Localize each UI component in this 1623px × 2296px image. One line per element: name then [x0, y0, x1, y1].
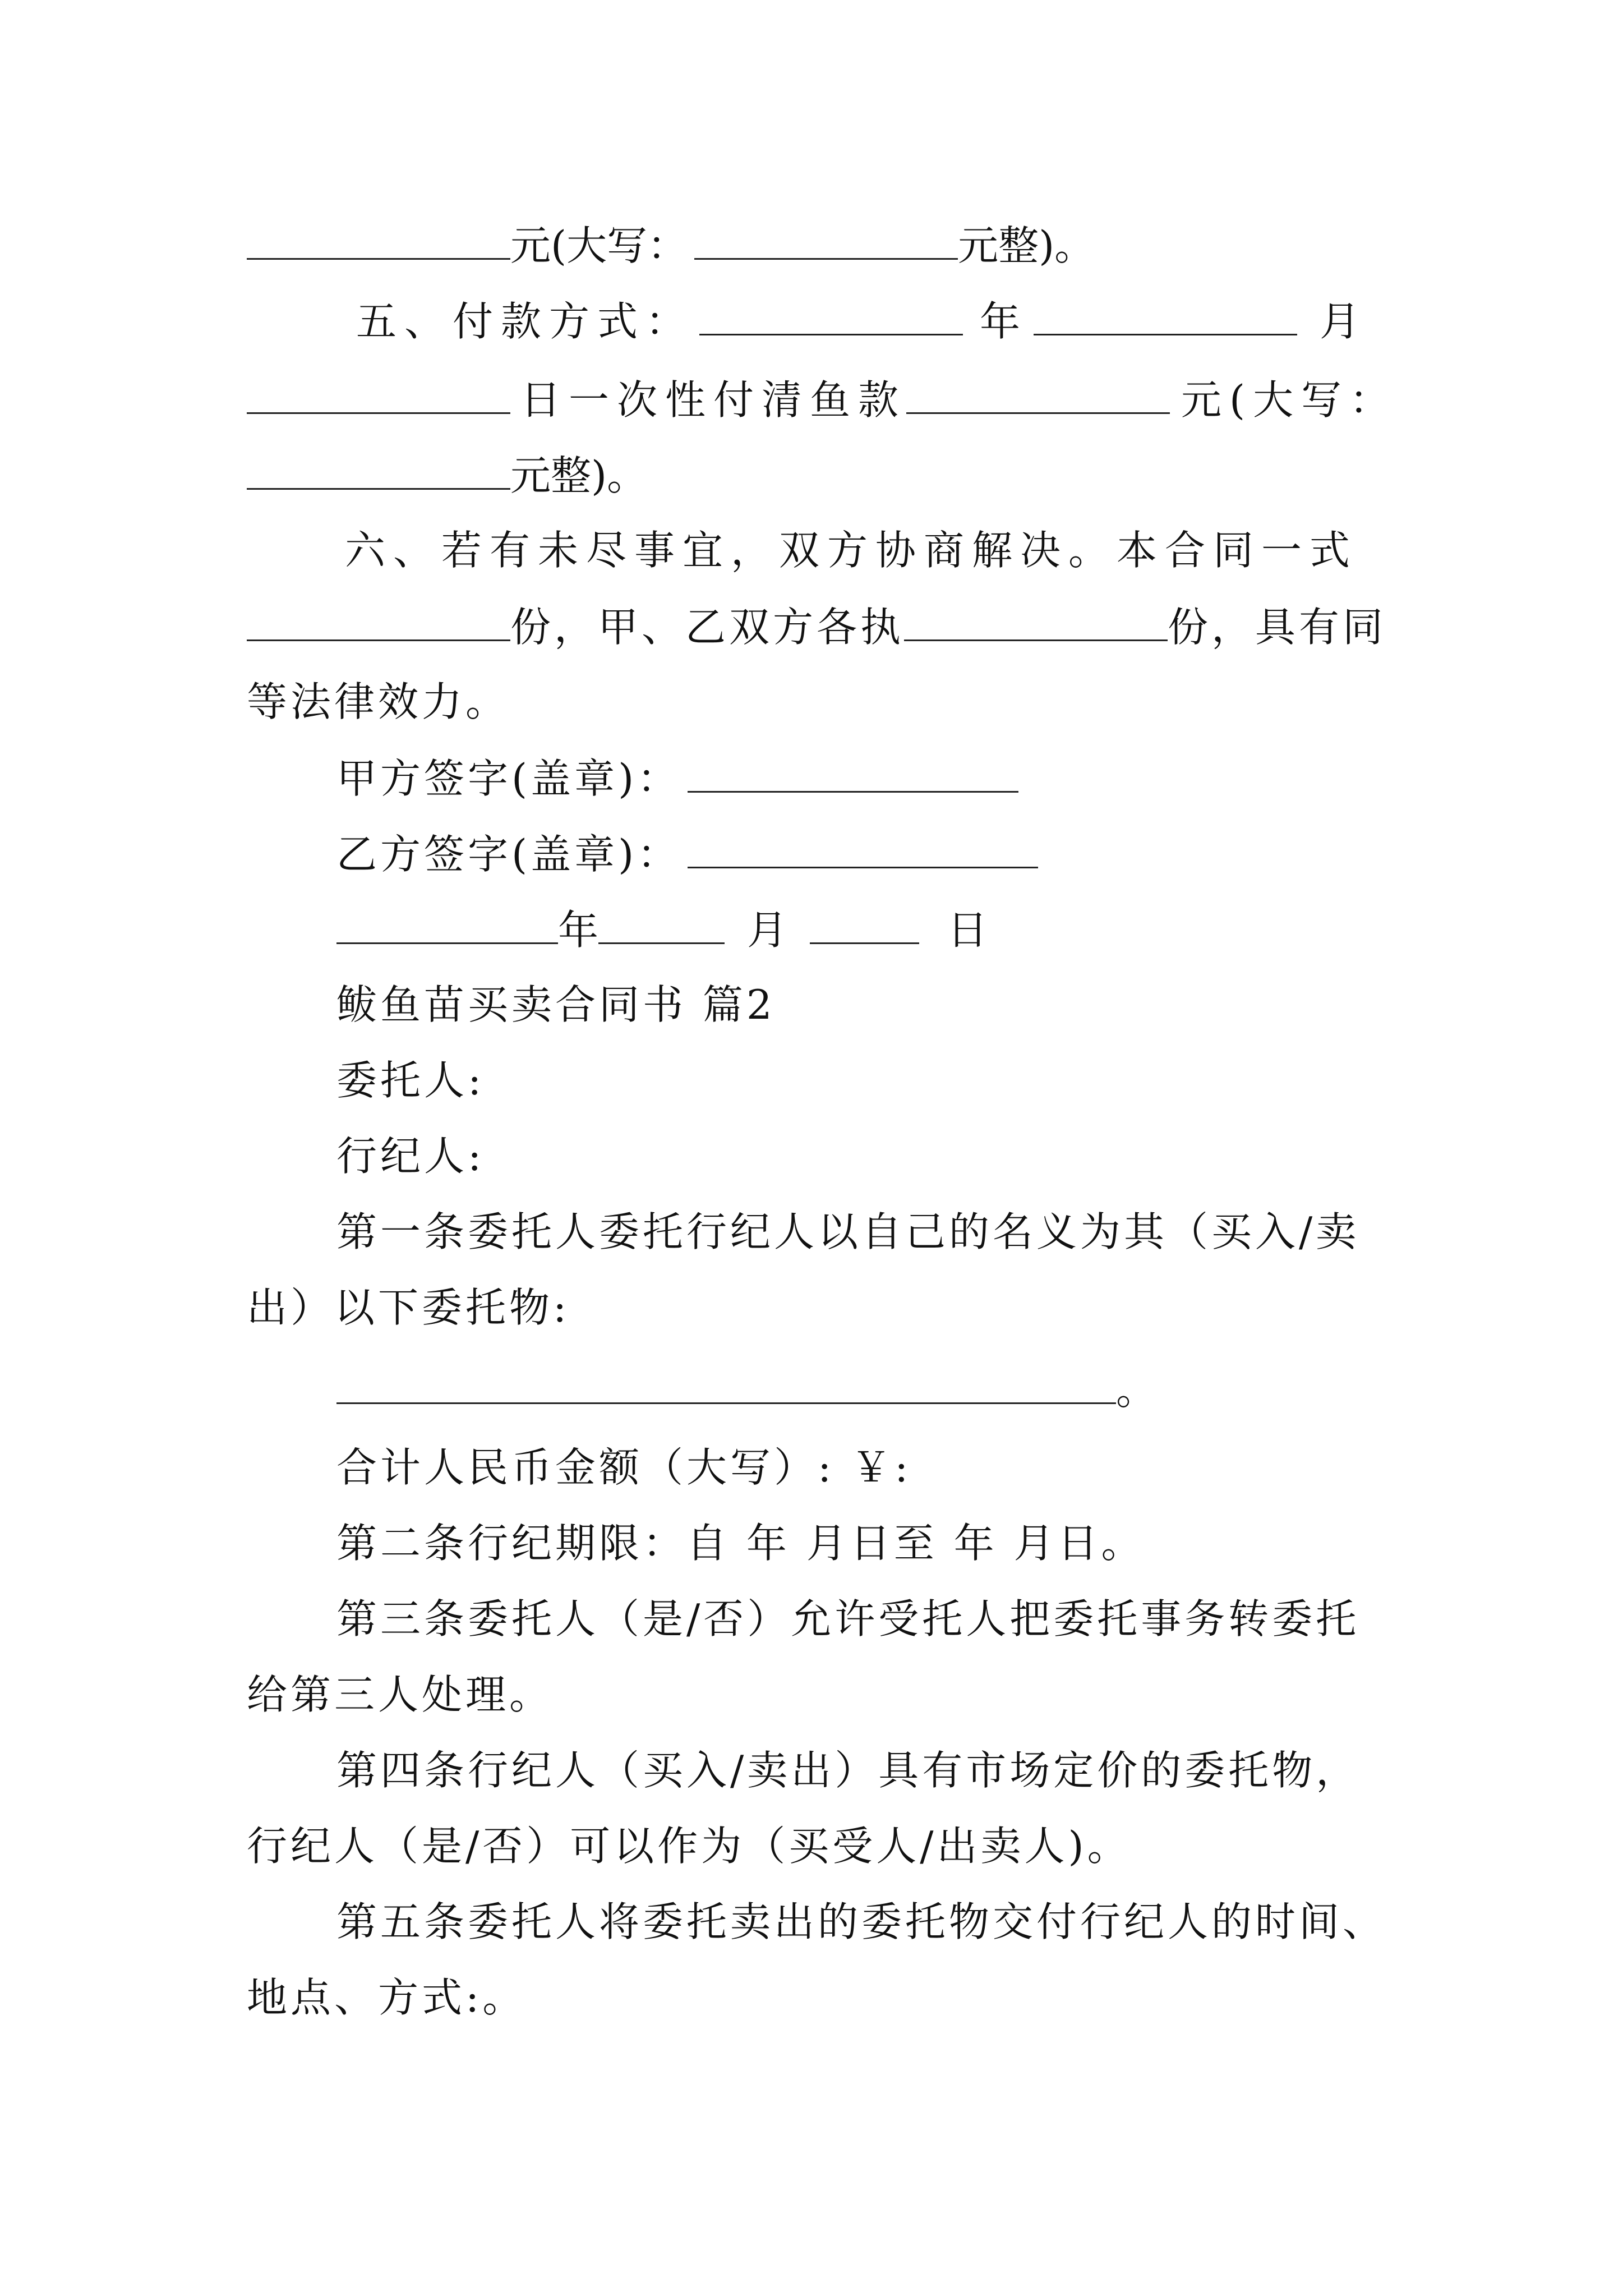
signature-field[interactable] [688, 833, 1038, 868]
broker-label [336, 1133, 485, 1180]
blank-field[interactable] [1034, 300, 1297, 335]
text: 元整)。 [510, 452, 648, 499]
principal-label [336, 1057, 485, 1104]
text: 日 [947, 907, 988, 954]
article-text: 第四条行纪人（买入/卖出）具有市场定价的委托物， [336, 1747, 1360, 1794]
article-text: 出）以下委托物: [247, 1284, 570, 1331]
article-text: 第三条委托人（是/否）允许受托人把委托事务转委托 [336, 1595, 1360, 1642]
line-amount-upper [247, 452, 648, 499]
text: 年 [558, 907, 599, 954]
blank-field[interactable] [904, 606, 1168, 641]
entrusted-item-line [336, 1366, 1157, 1414]
article-4 [336, 1747, 1360, 1794]
article-3-cont [247, 1671, 554, 1718]
clause-text: 六、若有未尽事宜，双方协商解决。本合同一式 [345, 527, 1358, 574]
text: 日一次性付清鱼款 [520, 376, 907, 424]
party-b-signature [336, 831, 1038, 878]
blank-field[interactable] [247, 379, 510, 414]
total-amount [336, 1444, 912, 1491]
line-copies [247, 604, 1387, 651]
line-payment-amount [247, 222, 1095, 269]
text: 等法律效力。 [247, 678, 510, 725]
blank-field[interactable] [247, 606, 510, 641]
article-5-cont [247, 1974, 527, 2021]
blank-field[interactable] [336, 909, 558, 944]
section-title [336, 981, 776, 1028]
section-heading: 鲅鱼苗买卖合同书 篇2 [336, 981, 776, 1028]
signature-field[interactable] [688, 757, 1018, 793]
text: 月 [1320, 298, 1368, 345]
text: 元整)。 [958, 222, 1095, 269]
blank-field[interactable] [336, 1369, 1116, 1404]
text: 合计人民币金额（大写）: ￥: [336, 1444, 912, 1491]
party-a-signature [336, 755, 1018, 802]
article-text: 给第三人处理。 [247, 1671, 554, 1718]
article-text: 第一条委托人委托行纪人以自己的名义为其（买入/卖 [336, 1208, 1360, 1255]
article-5 [336, 1898, 1387, 1945]
blank-field[interactable] [906, 379, 1170, 414]
line-payment-date [247, 376, 1398, 424]
line-legal-effect [247, 678, 510, 725]
article-1 [336, 1208, 1360, 1255]
signing-date [336, 907, 988, 954]
text: 委托人: [336, 1057, 485, 1104]
blank-field[interactable] [247, 454, 510, 490]
article-text: 第二条行纪期限：自 年 月日至 年 月日。 [336, 1520, 1145, 1567]
signature-label: 甲方签字(盖章)： [336, 755, 681, 802]
text: 元(大写： [1181, 376, 1398, 424]
text: 份，甲、乙双方各执 [510, 604, 905, 651]
text: 。 [1116, 1366, 1157, 1414]
blank-field[interactable] [810, 909, 919, 944]
article-3 [336, 1595, 1360, 1642]
clause-heading: 五、付款方式： [356, 298, 694, 345]
blank-field[interactable] [247, 224, 510, 260]
article-text: 行纪人（是/否）可以作为（买受人/出卖人)。 [247, 1823, 1131, 1870]
article-text: 第五条委托人将委托卖出的委托物交付行纪人的时间、 [336, 1898, 1387, 1945]
article-2 [336, 1520, 1145, 1567]
blank-field[interactable] [694, 224, 958, 260]
text: 月 [747, 907, 788, 954]
blank-field[interactable] [598, 909, 725, 944]
text: 年 [980, 298, 1029, 345]
article-4-cont [247, 1823, 1131, 1870]
text: 份，具有同 [1168, 604, 1387, 651]
text: 行纪人: [336, 1133, 485, 1180]
signature-label: 乙方签字(盖章)： [336, 831, 681, 878]
clause-5-payment-method [356, 298, 1368, 345]
article-1-cont [247, 1284, 570, 1331]
text: 元(大写： [510, 222, 688, 269]
clause-6-other-matters [345, 527, 1358, 574]
article-text: 地点、方式:。 [247, 1974, 527, 2021]
blank-field[interactable] [699, 300, 963, 335]
